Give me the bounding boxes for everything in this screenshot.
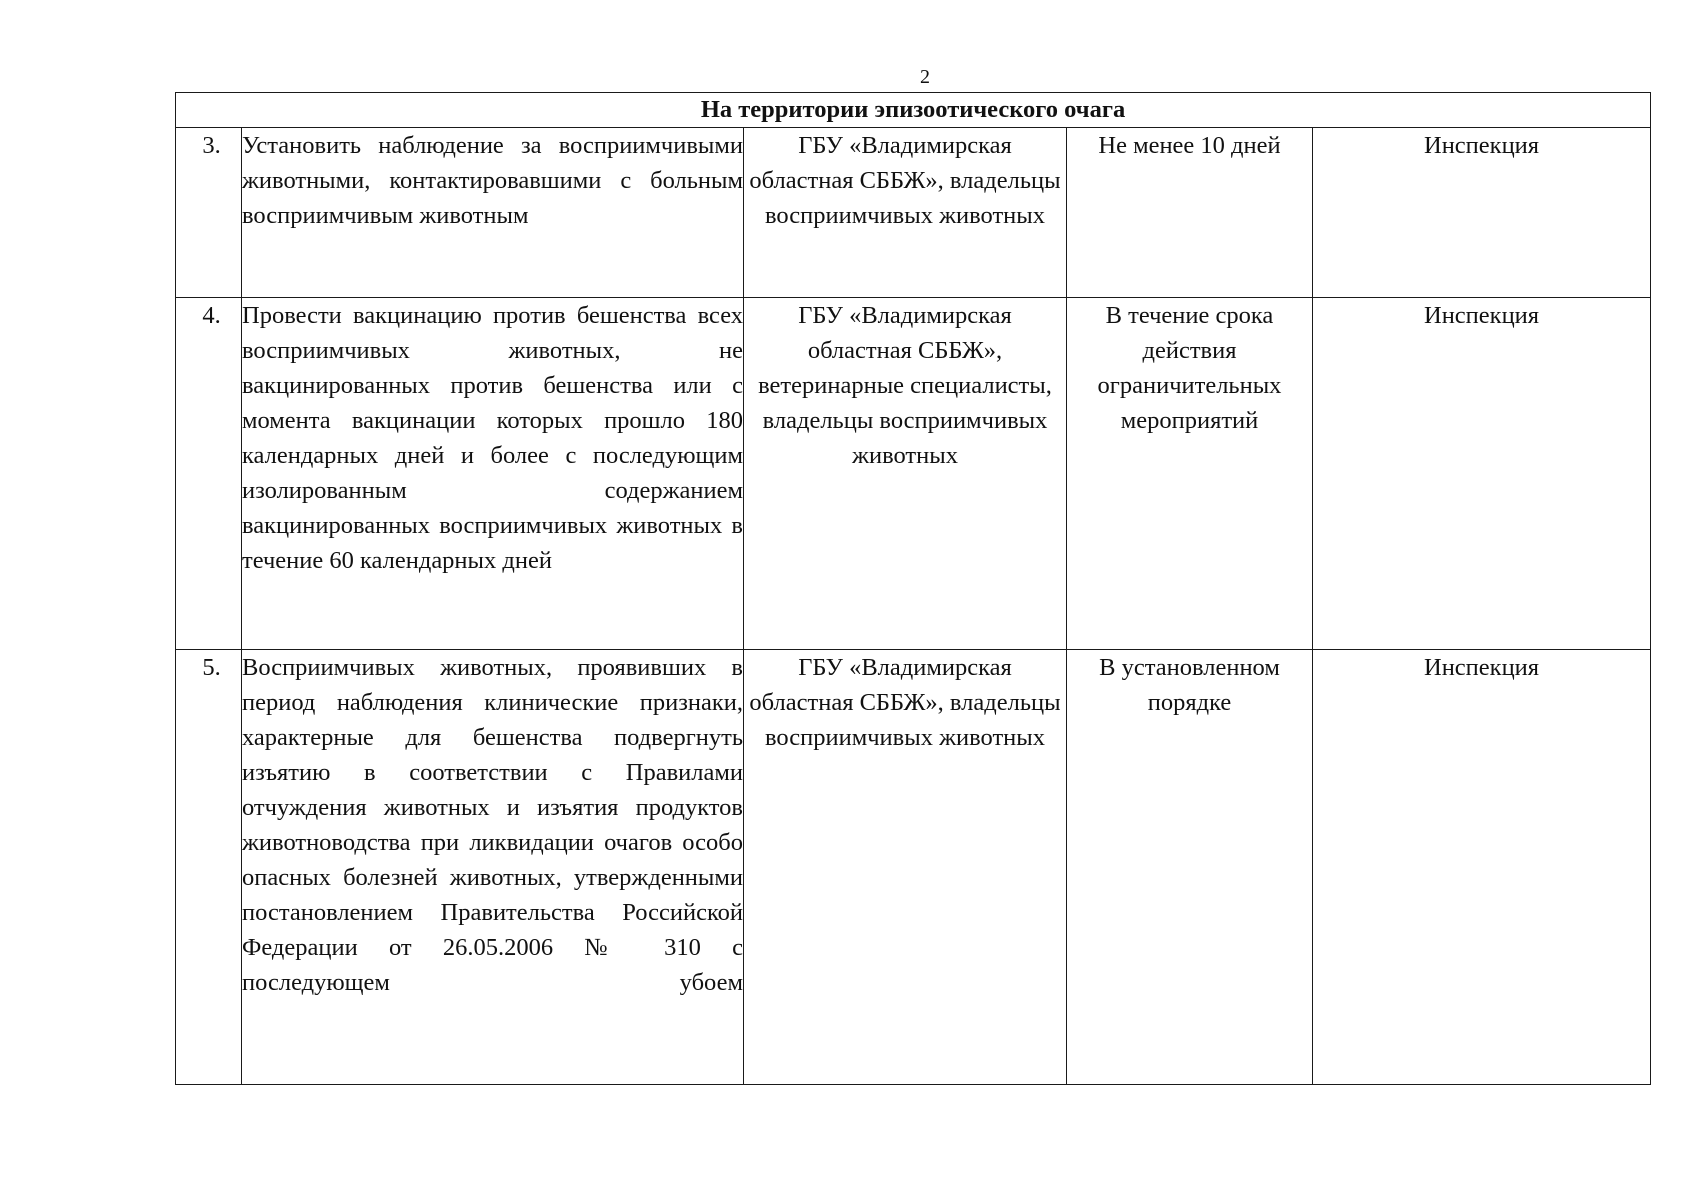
table-row <box>176 128 1651 298</box>
section-header-row <box>176 93 1651 128</box>
table-row <box>176 650 1651 1085</box>
row-number <box>176 650 242 1085</box>
row-number <box>176 298 242 650</box>
term-cell: В установленном порядке <box>1067 650 1313 1085</box>
measure-cell: Установить наблюдение за восприимчивыми животными, контактировавшими с больным восприимчивым животным <box>242 128 744 298</box>
term-cell: Не менее 10 дней <box>1067 128 1313 298</box>
control-cell: Инспекция <box>1313 128 1651 298</box>
row-number <box>176 128 242 298</box>
term-cell: В течение срока действия ограничительных мероприятий <box>1067 298 1313 650</box>
executor-cell: ГБУ «Владимирская областная СББЖ», владельцы восприимчивых животных <box>744 128 1067 298</box>
control-cell: Инспекция <box>1313 298 1651 650</box>
table-row <box>176 298 1651 650</box>
executor-cell: ГБУ «Владимирская областная СББЖ», владельцы восприимчивых животных <box>744 650 1067 1085</box>
row-number-text: 5. <box>202 654 221 681</box>
row-number-text: 3. <box>202 132 221 159</box>
executor-cell: ГБУ «Владимирская областная СББЖ», ветеринарные специалисты, владельцы восприимчивых животных <box>744 298 1067 650</box>
page-number: 2 <box>920 66 930 88</box>
section-title: На территории эпизоотического очага <box>176 93 1651 128</box>
measures-table <box>175 92 1651 1085</box>
measure-cell: Провести вакцинацию против бешенства всех восприимчивых животных, не вакцинированных против бешенства или с момента вакцинации которых прошло 180 календарных дней и более с последующим изолированным содержанием вакцинированных восприимчивых животных в течение 60 календарных дней <box>242 298 744 650</box>
measure-cell: Восприимчивых животных, проявивших в период наблюдения клинические признаки, характерные для бешенства подвергнуть изъятию в соответствии с Правилами отчуждения животных и изъятия продуктов животноводства при ликвидации очагов особо опасных болезней животных, утвержденными постановлением Правительства Российской Федерации от 26.05.2006 № 310 с последующем убоем <box>242 650 744 1085</box>
row-number-text: 4. <box>202 302 221 329</box>
control-cell: Инспекция <box>1313 650 1651 1085</box>
